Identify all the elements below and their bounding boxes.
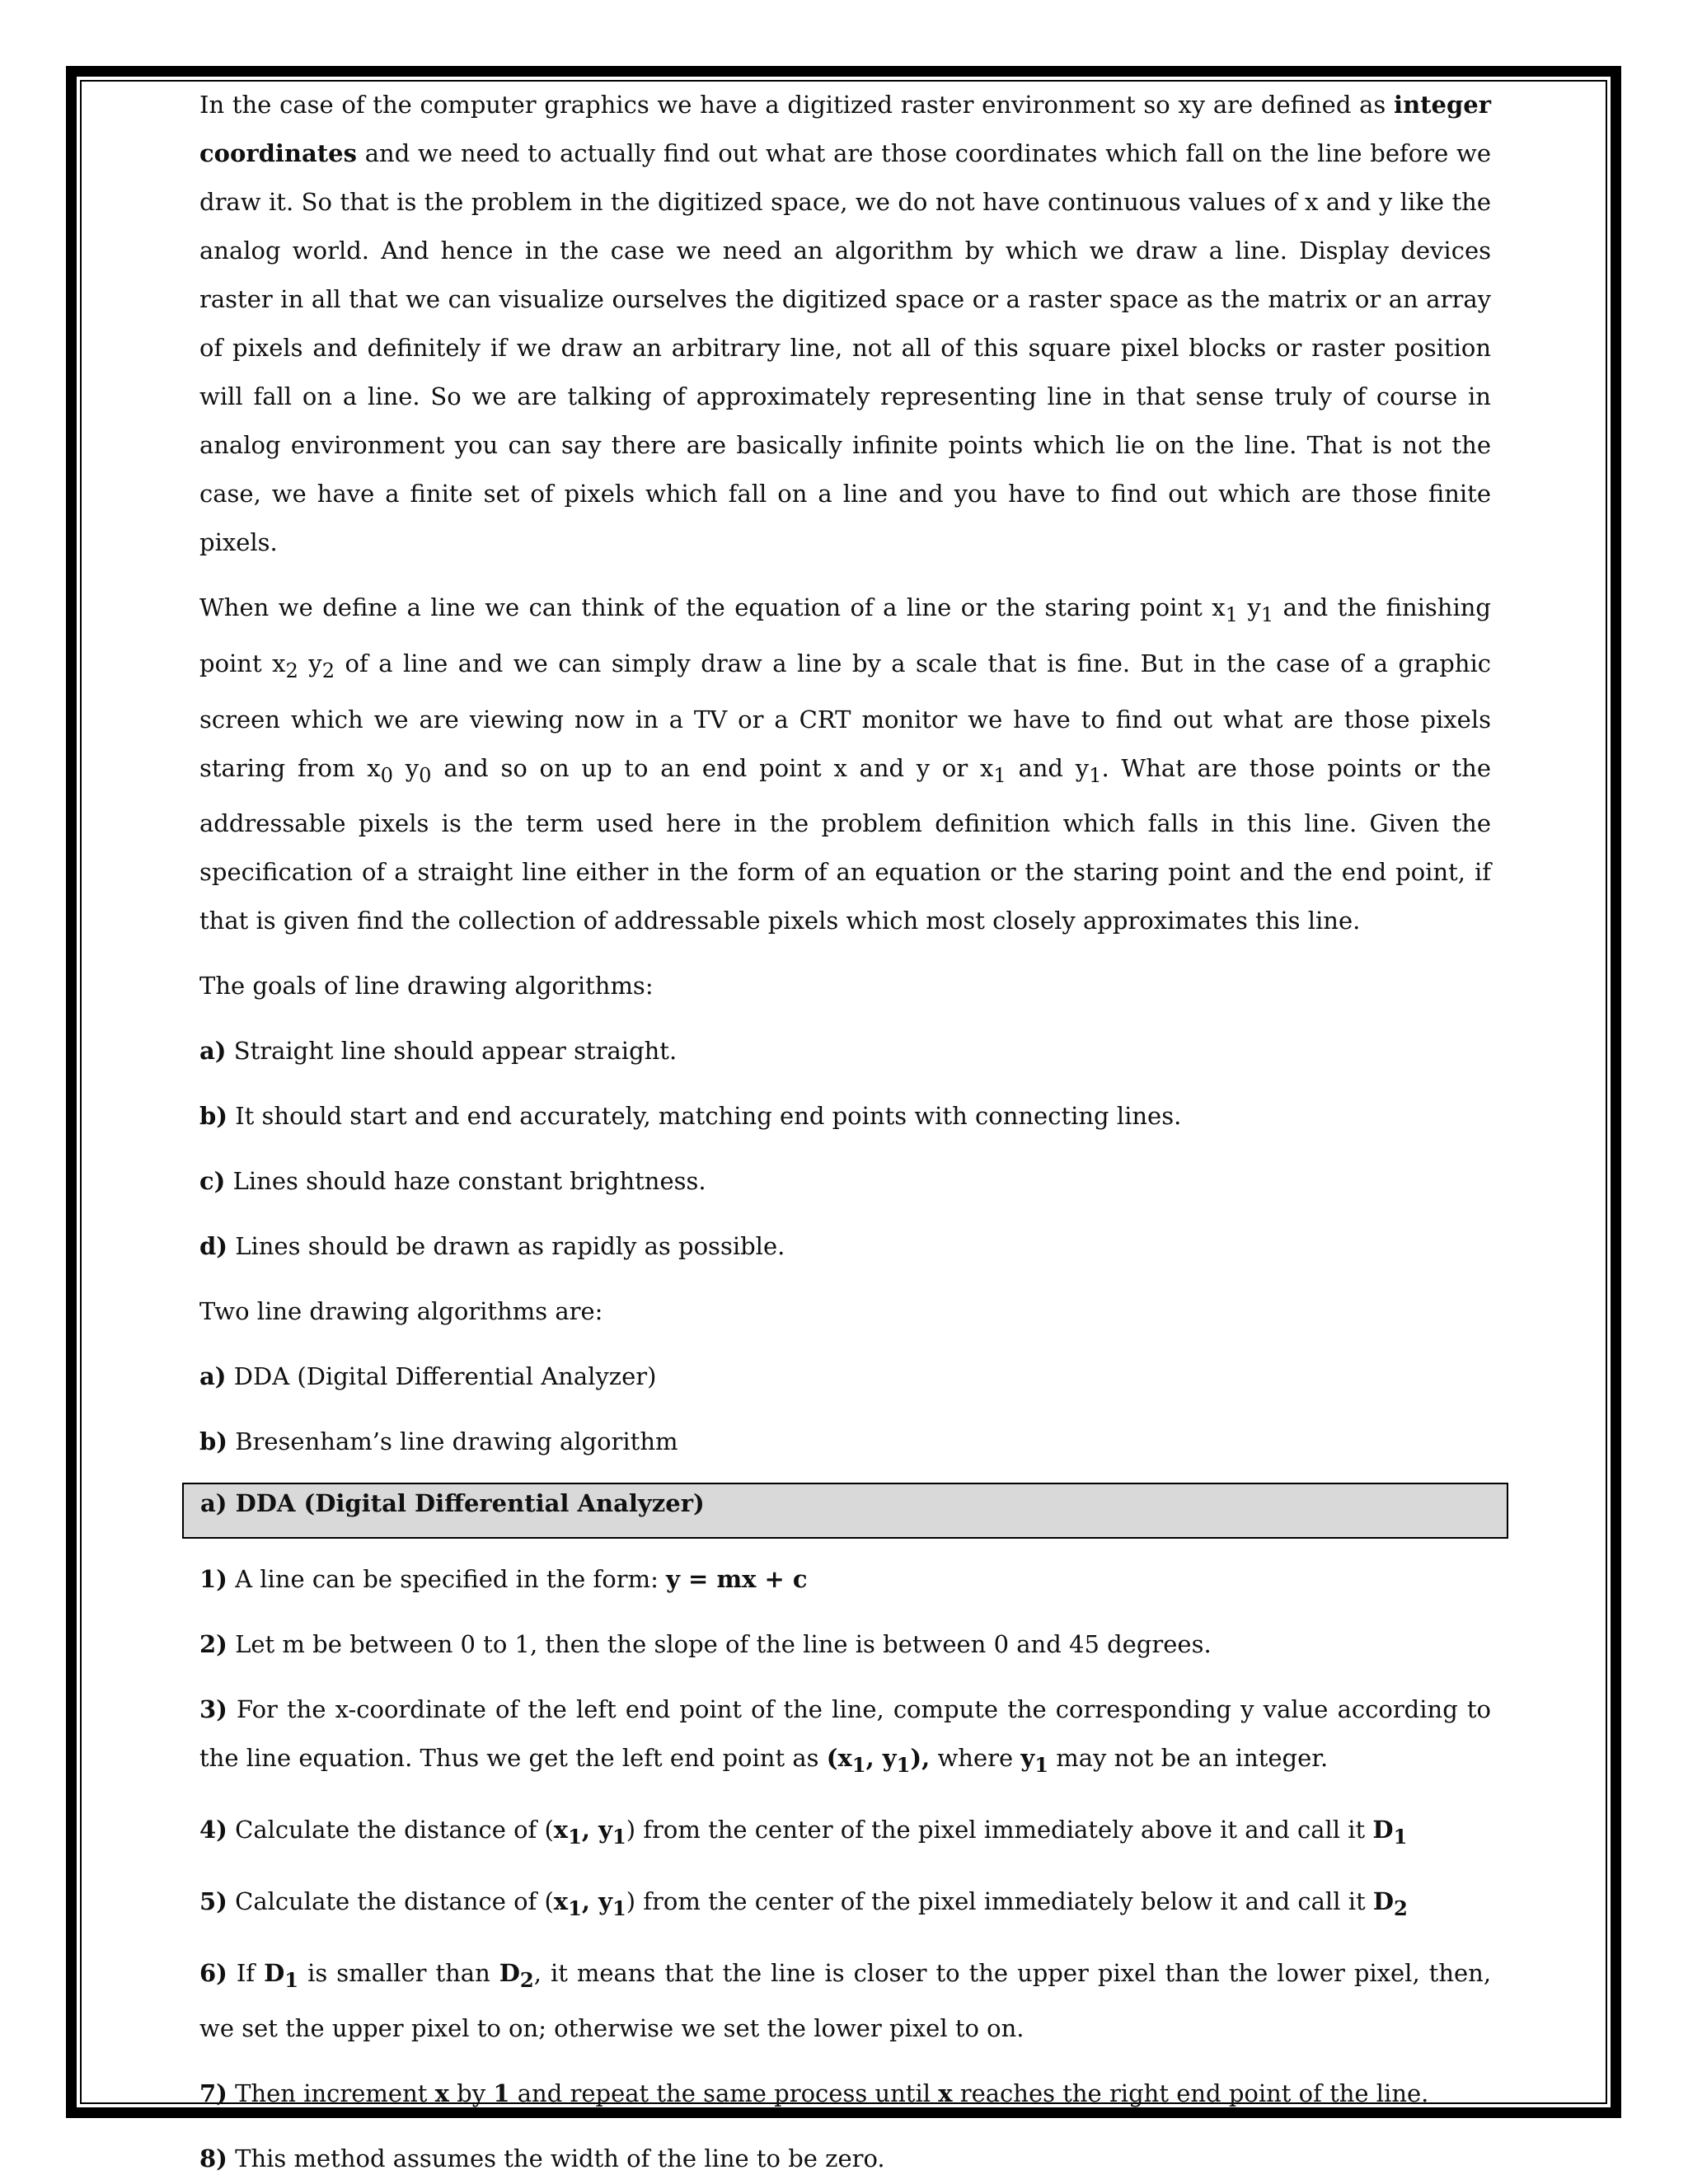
step-3: 3) For the x-coordinate of the left end point of the line, compute the corresponding y value according to the line equation. Thus we get the left end point as ($x_1$, $y_1$), where $y_1$ may not be an integer. xyxy=(199,1695,1491,1778)
step-6: 6) If $D_1$ is smaller than $D_2$, it means that the line is closer to the upper pixel than the lower pixel, then, we set the upper pixel to on; otherwise we set the lower pixel to on. xyxy=(199,1958,1492,2042)
algorithms-intro: Two line drawing algorithms are: xyxy=(199,1297,603,1326)
paragraph-line-definition: When we define a line we can think of the equation of a line or the staring point $x_1$ $y_1$ and the finishing point $x_2$ $y_2$ of a line and we can simply draw a line by a scale that is fine. But in the case of a graphic screen which we are viewing now in a TV or a CRT monitor we have to find out what are those pixels staring from $x_0$ $y_0$ and so on up to an end point x and y or $x_1$ and $y_1$. What are those points or the addressable pixels is the term used here in the problem definition which falls in this line. Given the specification of a straight line either in the form of an equation or the staring point and the end point, if that is given find the collection of addressable pixels which most closely approximates this line. xyxy=(199,593,1491,935)
step-5: 5) Calculate the distance of ($x_1$, $y_1$) from the center of the pixel immediately below it and call it $D_2$ xyxy=(199,1886,1408,1920)
list-item: b) It should start and end accurately, matching end points with connecting lines. xyxy=(199,1102,1182,1131)
section-heading-dda: a) DDA (Digital Differential Analyzer) xyxy=(182,1483,1508,1539)
paragraph-intro: In the case of the computer graphics we have a digitized raster environment so xy are defined as integer coordinates and we need to actually find out what are those coordinates which fall on the line before we draw it. So that is the problem in the digitized space, we do not have continuous values of x and y like the analog world. And hence in the case we need an algorithm by which we draw a line. Display devices raster in all that we can visualize ourselves the digitized space or a raster space as the matrix or an array of pixels and definitely if we draw an arbitrary line, not all of this square pixel blocks or raster position will fall on a line. So we are talking of approximately representing line in that sense truly of course in analog environment you can say there are basically infinite points which lie on the line. That is not the case, we have a finite set of pixels which fall on a line and you have to find out which are those finite pixels. xyxy=(199,91,1492,556)
step-7: 7) Then increment x by 1 and repeat the same process until x reaches the right end point of the line. xyxy=(199,2079,1429,2107)
list-item: d) Lines should be drawn as rapidly as possible. xyxy=(199,1232,785,1261)
list-item: a) Straight line should appear straight. xyxy=(199,1037,678,1066)
list-item: c) Lines should haze constant brightness. xyxy=(199,1167,706,1196)
step-2: 2) Let m be between 0 to 1, then the slope of the line is between 0 and 45 degrees. xyxy=(199,1630,1212,1659)
document-body xyxy=(199,81,1491,2183)
list-item: a) DDA (Digital Differential Analyzer) xyxy=(199,1362,657,1391)
step-1: 1) A line can be specified in the form: y = mx + c xyxy=(199,1565,808,1594)
goals-intro: The goals of line drawing algorithms: xyxy=(199,972,654,1001)
list-item: b) Bresenham’s line drawing algorithm xyxy=(199,1427,678,1456)
step-8: 8) This method assumes the width of the line to be zero. xyxy=(199,2144,885,2172)
step-4: 4) Calculate the distance of ($x_1$, $y_1$) from the center of the pixel immediately above it and call it $D_1$ xyxy=(199,1816,1408,1849)
